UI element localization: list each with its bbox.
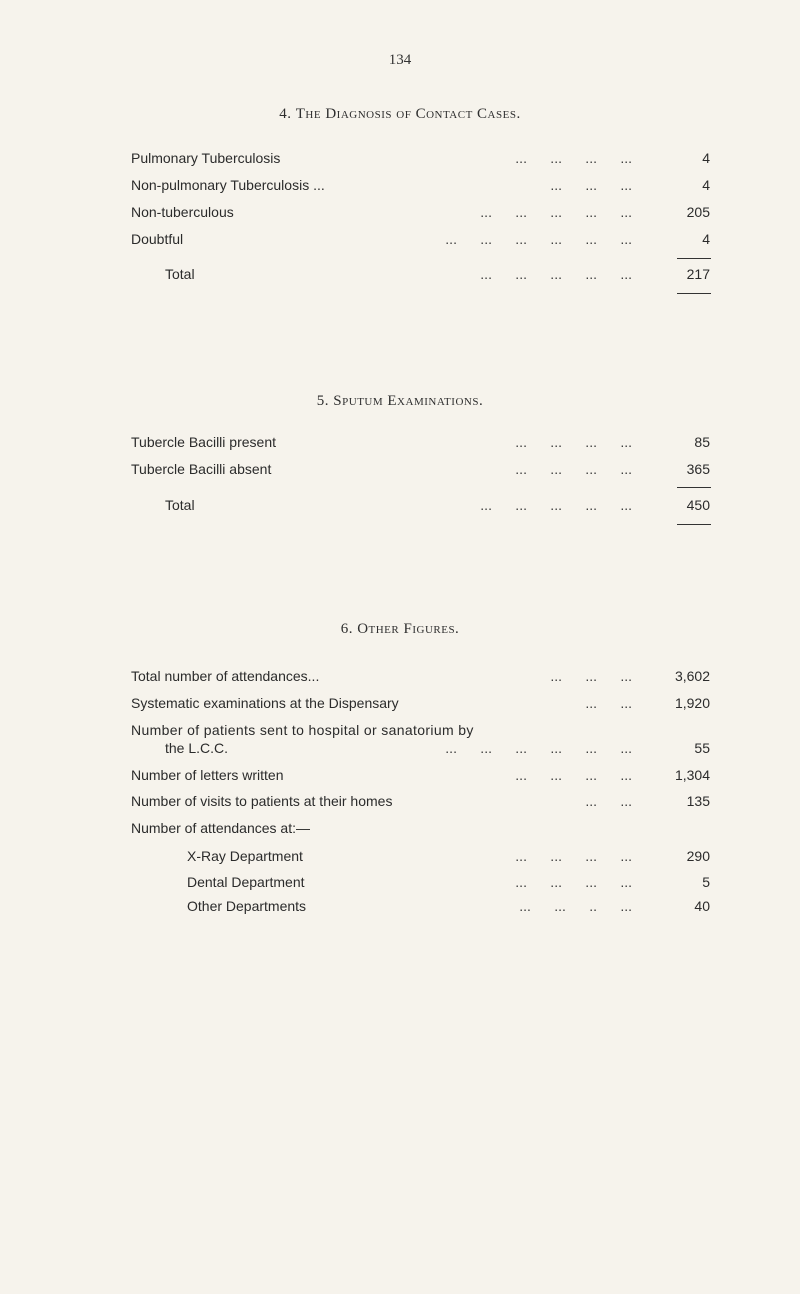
row-value: 1,304 [674, 767, 710, 783]
leader-dots: ... ... ... ... [515, 848, 632, 864]
row-value: 135 [686, 793, 710, 809]
row-label: Number of letters written [131, 767, 284, 783]
row-label: Number of visits to patients at their homes [131, 793, 393, 809]
section-4-number: 4. [279, 106, 292, 122]
row-label: the L.C.C. [165, 740, 229, 756]
table-row [131, 695, 710, 715]
leader-dots: ... ... .. ... [519, 898, 632, 914]
table-row [131, 740, 710, 760]
leader-dots: ... ... ... ... [515, 874, 632, 890]
section-6-heading [0, 621, 800, 638]
total-label: Total [165, 266, 195, 282]
total-row [131, 497, 710, 517]
row-label: Tubercle Bacilli absent [131, 461, 272, 477]
leader-dots: ... ... ... ... [515, 434, 632, 450]
row-label-line-1: Number of patients sent to hospital or sanatorium by [131, 722, 474, 738]
table-row [131, 204, 710, 224]
row-label: Systematic examinations at the Dispensary [131, 695, 399, 711]
table-row [131, 793, 710, 813]
row-value: 4 [702, 177, 710, 193]
row-label: Non-tuberculous [131, 204, 234, 220]
row-label: Doubtful [131, 231, 184, 247]
total-rule [677, 293, 711, 294]
leader-dots: ... ... ... ... ... [480, 266, 632, 282]
section-5-title: Sputum Examinations. [333, 393, 484, 409]
total-value: 217 [686, 266, 710, 282]
row-label: Non-pulmonary Tuberculosis ... [131, 177, 325, 193]
row-value: 85 [694, 434, 710, 450]
section-6-number: 6. [340, 621, 353, 637]
row-value: 290 [686, 848, 710, 864]
table-row [131, 434, 710, 454]
leader-dots: ... ... ... [550, 177, 632, 193]
row-label: X-Ray Department [187, 848, 303, 864]
table-row [131, 668, 710, 688]
page-number: 134 [388, 52, 412, 68]
row-value: 365 [686, 461, 710, 477]
section-6-title: Other Figures. [357, 621, 460, 637]
leader-dots: ... ... ... ... [515, 461, 632, 477]
table-row [131, 231, 710, 251]
row-value: 55 [694, 740, 710, 756]
total-label: Total [165, 497, 195, 513]
table-row [131, 848, 710, 868]
subtotal-rule [677, 487, 711, 488]
row-label: Total number of attendances... [131, 668, 320, 684]
table-row [131, 150, 710, 170]
table-row [131, 874, 710, 894]
row-value: 5 [702, 874, 710, 890]
section-5-number: 5. [316, 393, 330, 409]
row-label: Dental Department [187, 874, 305, 890]
table-row [131, 461, 710, 481]
section-4-title: The Diagnosis of Contact Cases. [295, 106, 521, 122]
row-value: 4 [702, 150, 710, 166]
row-label: Tubercle Bacilli present [131, 434, 276, 450]
row-value: 4 [702, 231, 710, 247]
leader-dots: ... ... [585, 793, 632, 809]
leader-dots: ... ... ... ... [515, 767, 632, 783]
table-row [131, 767, 710, 787]
total-value: 450 [686, 497, 710, 513]
section-5-heading [0, 393, 800, 410]
leader-dots: ... ... ... ... ... ... [445, 231, 632, 247]
row-label: Pulmonary Tuberculosis [131, 150, 281, 166]
leader-dots: ... ... ... ... [515, 150, 632, 166]
total-row [131, 266, 710, 286]
leader-dots: ... ... ... ... ... ... [445, 740, 632, 756]
table-row [131, 177, 710, 197]
total-rule [677, 524, 711, 525]
row-value: 1,920 [674, 695, 710, 711]
leader-dots: ... ... ... ... ... [480, 204, 632, 220]
leader-dots: ... ... ... ... ... [480, 497, 632, 513]
row-label: Other Departments [187, 898, 307, 914]
subtotal-rule [677, 258, 711, 259]
section-4-heading [0, 106, 800, 123]
leader-dots: ... ... ... [550, 668, 632, 684]
table-row [131, 898, 710, 918]
leader-dots: ... ... [585, 695, 632, 711]
row-value: 40 [694, 898, 710, 914]
row-value: 205 [686, 204, 710, 220]
attendances-subheading: Number of attendances at:— [131, 820, 310, 836]
row-value: 3,602 [674, 668, 710, 684]
